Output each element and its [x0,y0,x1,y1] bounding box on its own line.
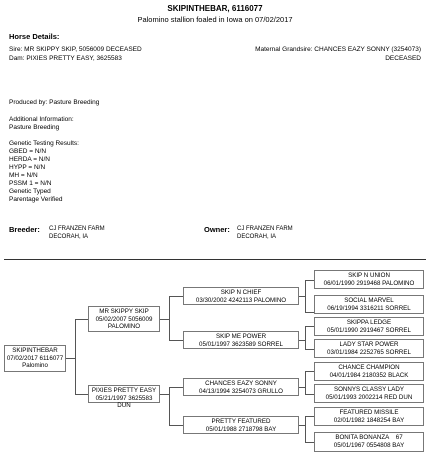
genetic-testing-label: Genetic Testing Results: [9,140,79,147]
horse-name: MR SKIPPY SKIP [99,308,149,315]
page-title: SKIPINTHEBAR, 6116077 [167,4,263,13]
pedigree-gen4-8 [314,432,424,452]
horse-color: PALOMINO [107,323,141,330]
page-subtitle: Palomino stallion foaled in Iowa on 07/02/2017 [137,15,293,24]
maternal-grandsire-status: DECEASED [385,55,421,62]
genetic-result: HYPP = N/N [9,164,46,171]
breeder-location: DECORAH, IA [49,234,89,240]
pedigree-gen3-dam-dam [183,416,299,434]
dam-line: Dam: PIXIES PRETTY EASY, 3625583 [9,55,122,62]
horse-info: 06/01/1990 2919468 PALOMINO [323,279,415,287]
breeder-label: Breeder: [9,225,40,234]
horse-info: 02/01/1982 1848254 BAY [333,416,405,424]
horse-info: 05/01/1993 2002214 RED DUN [325,393,413,401]
horse-info: 07/02/2017 6116077 [6,354,64,362]
pedigree-gen4-2 [314,295,424,314]
horse-info: 04/13/1994 3254073 GRULLO [199,387,283,395]
horse-info: 05/01/1997 3623589 SORREL [199,340,283,348]
genetic-result: MH = N/N [9,172,38,179]
pedigree-gen3-dam-sire [183,378,299,396]
horse-info: 04/01/1984 2180352 BLACK [329,371,409,379]
horse-info: 05/01/1967 0554808 BAY [333,441,405,449]
produced-by: Produced by: Pasture Breeding [9,99,100,106]
horse-name: SKIPINTHEBAR [12,347,58,354]
pedigree-gen4-6 [314,384,424,403]
horse-info: 03/01/1984 2252765 SORREL [327,348,411,356]
genetic-result: PSSM 1 = N/N [9,180,52,187]
horse-details-heading: Horse Details: [9,32,60,41]
horse-info: 05/01/1988 2718798 BAY [205,425,277,433]
horse-name: SKIP ME POWER [215,333,267,340]
horse-name: PIXIES PRETTY EASY [91,387,157,394]
genetic-result: GBED = N/N [9,148,47,155]
horse-name: BONITA BONANZA 67 [335,434,403,441]
horse-name: FEATURED MISSILE [339,409,399,416]
pedigree-subject [4,345,66,372]
section-divider [4,259,426,260]
horse-name: CHANCE CHAMPION [338,364,400,371]
pedigree-gen3-sire-dam [183,331,299,349]
pedigree-gen4-7 [314,407,424,426]
pedigree-gen4-5 [314,362,424,381]
horse-name: SKIP N UNION [348,272,390,279]
maternal-grandsire-line: Maternal Grandsire: CHANCES EAZY SONNY (3254073) [255,46,421,53]
owner-location: DECORAH, IA [237,234,277,240]
horse-name: SONNYS CLASSY LADY [333,386,405,393]
horse-name: SKIPPA LEDGE [346,319,392,326]
pedigree-sire [88,306,160,332]
additional-info-label: Additional Information: [9,116,74,123]
breeder-name: CJ FRANZEN FARM [49,226,105,232]
horse-info: 05/21/1997 3625583 DUN [95,394,153,409]
horse-name: SOCIAL MARVEL [344,297,394,304]
horse-info: 05/01/1990 2919467 SORREL [327,326,411,334]
owner-label: Owner: [204,225,230,234]
horse-name: CHANCES EAZY SONNY [205,380,277,387]
sire-line: Sire: MR SKIPPY SKIP, 5056009 DECEASED [9,46,142,53]
horse-color: Palomino [22,362,48,369]
horse-info: 06/19/1994 3316211 SORREL [327,304,411,312]
horse-name: PRETTY FEATURED [211,418,271,425]
genetic-result: HERDA = N/N [9,156,50,163]
additional-info-value: Pasture Breeding [9,124,60,131]
pedigree-gen4-1 [314,270,424,289]
pedigree-gen4-3 [314,317,424,336]
pedigree-dam [88,385,160,409]
pedigree-gen3-sire-sire [183,287,299,305]
genetic-result: Genetic Typed [9,188,51,195]
horse-info: 05/02/2007 5056009 [95,315,153,323]
pedigree-gen4-4 [314,339,424,358]
genetic-result: Parentage Verified [9,196,63,203]
horse-name: SKIP N CHIEF [220,289,262,296]
horse-info: 03/30/2002 4242113 PALOMINO [195,296,287,304]
owner-name: CJ FRANZEN FARM [237,226,293,232]
horse-name: LADY STAR POWER [339,341,399,348]
